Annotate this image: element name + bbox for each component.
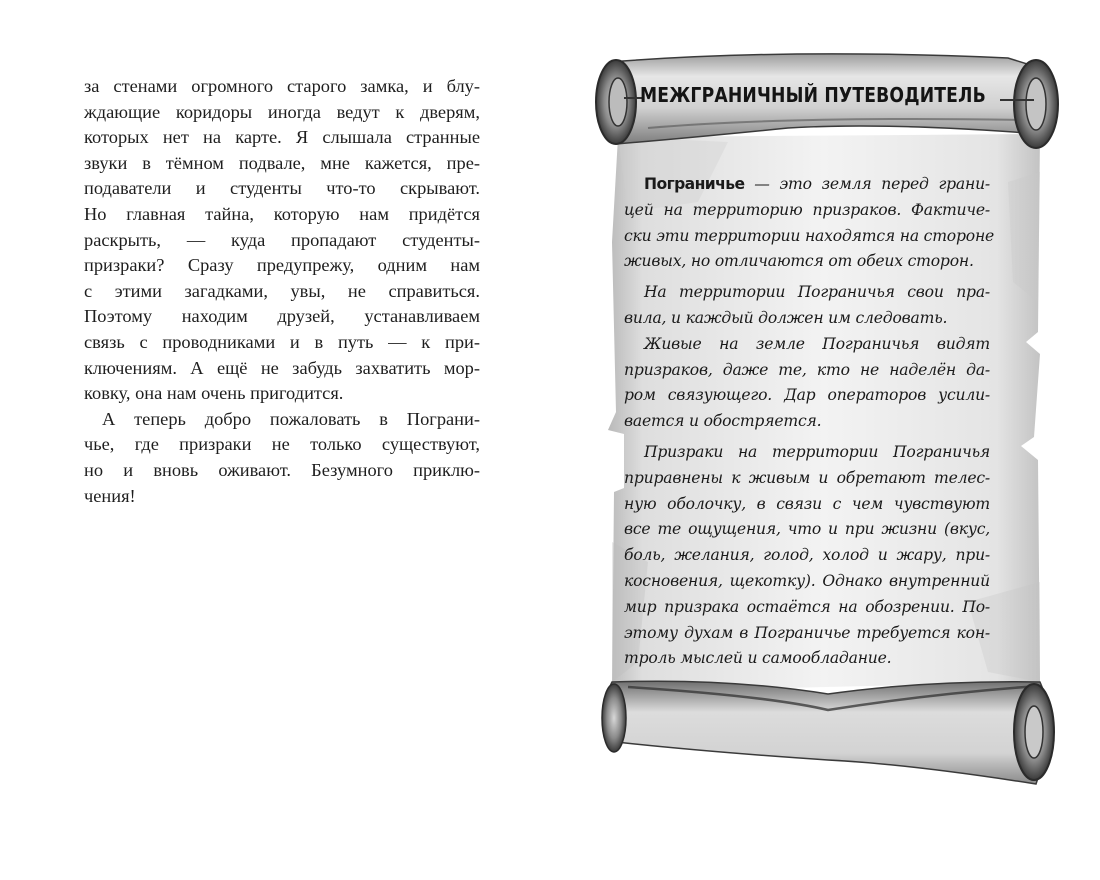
text-line: призраки? Сразу предупрежу, одним нам (84, 255, 480, 276)
text-line: косновения, щекотку). Однако внутренний (624, 571, 990, 590)
text-line: приравнены к живым и обретают телес- (624, 468, 990, 487)
text-line: ключениям. А ещё не забудь захватить мор- (84, 357, 480, 378)
text-line: ковку, она нам очень пригодится. (84, 383, 344, 404)
text-line: ром связующего. Дар операторов усили- (624, 386, 990, 405)
text-line: но и вновь оживают. Безумного приклю- (84, 459, 480, 480)
text-line: вила, и каждый должен им следовать. (624, 308, 948, 327)
text-line: мир призрака остаётся на обозрении. По- (624, 597, 990, 616)
paragraph-start-line: А теперь добро пожаловать в Пограни- (102, 408, 480, 429)
text-line: которых нет на карте. Я слышала странные (84, 127, 480, 148)
text-line: живых, но отличаются от обеих сторон. (624, 252, 974, 271)
paragraph-start-line: Призраки на территории Пограничья (644, 442, 990, 461)
text-line: этому духам в Пограничье требуется кон- (624, 623, 990, 642)
text-line: звуки в тёмном подвале, мне кажется, пре- (84, 152, 480, 173)
text-fragment: — это земля перед грани- (744, 175, 990, 193)
text-line: связь с проводниками и в путь — к при- (84, 331, 480, 352)
text-line: Поэтому находим друзей, устанавливаем (84, 306, 480, 327)
text-line: чения! (84, 485, 136, 506)
text-line: призраков, даже те, кто не наделён да- (624, 360, 990, 379)
paragraph-start-line (624, 172, 990, 198)
glossary-term: Пограничье (644, 175, 745, 193)
text-line: боль, желания, голод, холод и жару, при- (624, 546, 990, 565)
text-line: подаватели и студенты что-то скрывают. (84, 178, 480, 199)
parchment-scroll-illustration (588, 42, 1068, 792)
text-line: ски эти территории находятся на стороне (624, 226, 995, 245)
text-line: раскрыть, — куда пропадают студенты- (84, 229, 480, 250)
text-line: за стенами огромного старого замка, и блу- (84, 76, 480, 96)
left-page-text (84, 74, 480, 509)
paragraph-start-line: На территории Пограничья свои пра- (644, 283, 990, 302)
scroll-body-text (624, 172, 995, 672)
text-line: ную оболочку, в связи с чем чувствуют (624, 494, 990, 513)
text-line: цей на территорию призраков. Фактиче- (624, 200, 990, 219)
text-line: чье, где призраки не только существуют, (84, 434, 480, 455)
scroll-title: МЕЖГРАНИЧНЫЙ ПУТЕВОДИТЕЛЬ (640, 83, 986, 107)
text-line: троль мыслей и самообладание. (624, 649, 892, 668)
paragraph-start-line: Живые на земле Пограничья видят (644, 334, 990, 353)
text-line: Но главная тайна, которую нам придётся (84, 203, 480, 224)
text-line: с этими загадками, увы, не справиться. (84, 280, 480, 301)
text-line: все те ощущения, что и при жизни (вкус, (624, 520, 990, 539)
text-line: вается и обостряется. (624, 412, 822, 431)
text-line: ждающие коридоры иногда ведут к дверям, (84, 101, 480, 122)
